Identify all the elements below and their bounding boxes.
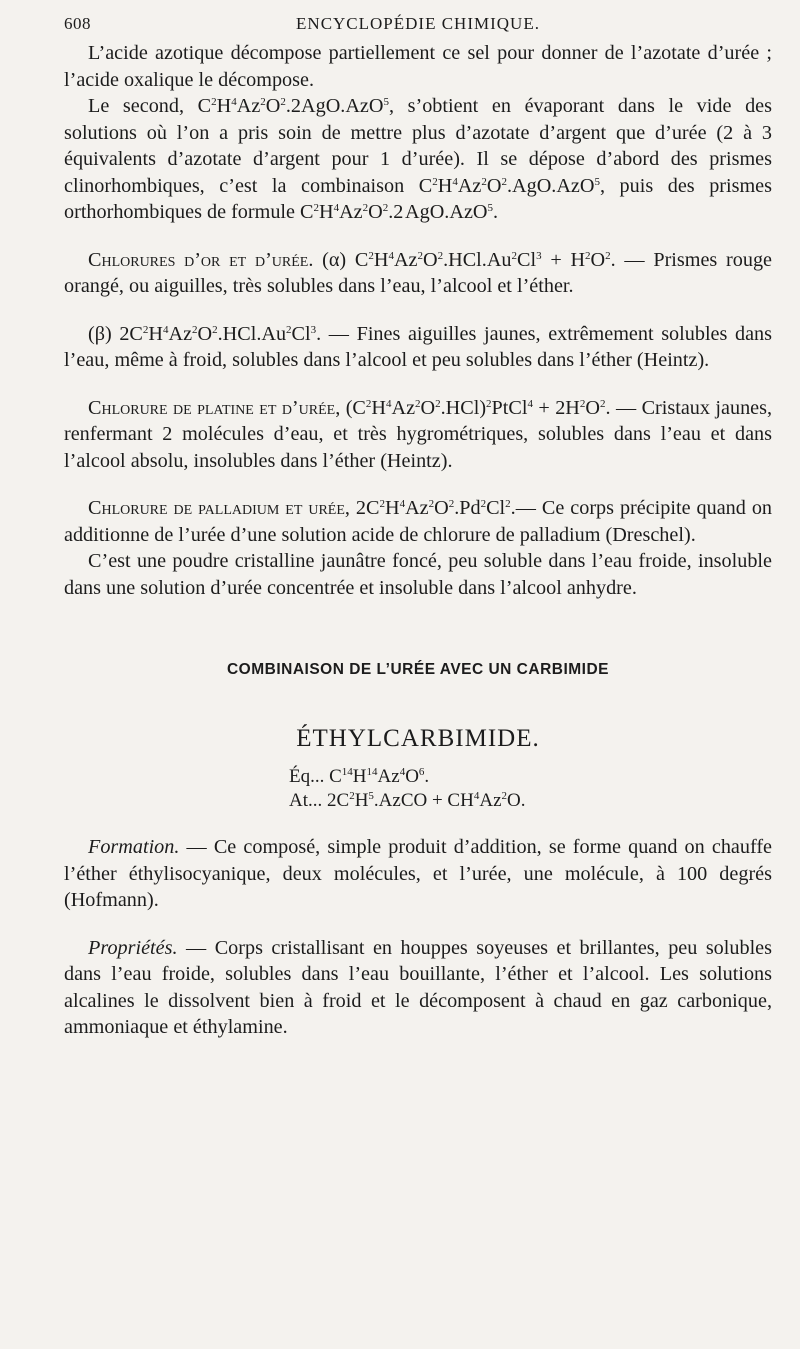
- proprietes-label: Propriétés.: [88, 936, 178, 959]
- formula-atomic: At... $2C^2H^5.AzCO + CH^4Az^2O$.: [289, 790, 526, 811]
- page-number: 608: [64, 14, 91, 33]
- subsection-heading: Chlorure de platine et d’urée,: [88, 396, 341, 419]
- subsection-heading: Chlorures d’or et d’urée.: [88, 248, 314, 271]
- formula-block: [64, 765, 772, 813]
- running-title: ENCYCLOPÉDIE CHIMIQUE.: [296, 14, 540, 33]
- paragraph-chlorures-or-beta: (β) $2C^2H^4Az^2O^2.HCl.Au^2Cl^3$. — Fines aiguilles jaunes, extrêmement solubles dans l’eau, même à froid, solubles dans l’alcool et peu solubles dans l’éther (Heintz).: [64, 322, 772, 371]
- section-heading: COMBINAISON DE L’URÉE AVEC UN CARBIMIDE: [226, 661, 610, 678]
- formula-equivalents: Éq... $C^{14}H^{14}Az^4O^6$.: [289, 766, 430, 787]
- paragraph-le-second: Le second, $C^2H^4Az^2O^2.2AgO.AzO^5$, s’obtient en évaporant dans le vide des solutions où l’on a pris soin de mettre plus d’azotate d’argent que d’urée (2 à 3 équivalents d’azotate d’argent pour 1 d’urée). Il se dépose d’abord des prismes clinorhombiques, c’est la combinaison $C^2H^4Az^2O^2.AgO.AzO^5$, puis des prismes orthorhombiques de formule $C^2H^4Az^2O^2.2$ AgO.AzO$^5$.: [64, 95, 772, 223]
- paragraph-chlorures-or-alpha: Chlorures d’or et d’urée. (α) $C^2H^4Az^2O^2.HCl.Au^2Cl^3 + H^2O^2$. — Prismes rouge orangé, ou aiguilles, très solubles dans l’eau, l’alcool et l’éther.: [64, 248, 772, 297]
- paragraph-poudre-cristalline: C’est une poudre cristalline jaunâtre foncé, peu soluble dans l’eau froide, insoluble dans une solution d’urée concentrée et insoluble dans l’alcool anhydre.: [64, 550, 772, 599]
- paragraph-formation: Formation. — Ce composé, simple produit d’addition, se forme quand on chauffe l’éther éthylisocyanique, deux molécules, et l’urée, une molécule, à 100 degrés (Hofmann).: [64, 836, 773, 911]
- compound-title: ÉTHYLCARBIMIDE.: [296, 725, 540, 752]
- page-header: [64, 14, 772, 40]
- paragraph-proprietes: Propriétés. — Corps cristallisant en houppes soyeuses et brillantes, peu solubles dans l’eau froide, solubles dans l’eau bouillante, l’éther et l’alcool. Les solutions alcalines le dissolvent bien à froid et le décomposent à chaud en gaz carbonique, ammoniaque et éthylamine.: [64, 936, 772, 1038]
- paragraph-chlorure-palladium: Chlorure de palladium et urée, $2C^2H^4Az^2O^2.Pd^2Cl^2.—$ Ce corps précipite quand on additionne de l’urée d’une solution acide de chlorure de palladium (Dreschel).: [64, 497, 773, 546]
- formation-label: Formation.: [88, 836, 180, 858]
- subsection-heading: Chlorure de palladium et urée,: [88, 497, 350, 519]
- paragraph-chlorure-platine: Chlorure de platine et d’urée, $(C^2H^4Az^2O^2.HCl)^2PtCl^4 + 2H^2O^2$. — Cristaux jaunes, renfermant 2 molécules d’eau, et très hygrométriques, solubles dans l’eau et dans l’alcool absolu, insolubles dans l’éther (Heintz).: [64, 396, 773, 472]
- paragraph-acide-azotique: L’acide azotique décompose partiellement ce sel pour donner de l’azotate d’urée ; l’acide oxalique le décompose.: [64, 42, 772, 91]
